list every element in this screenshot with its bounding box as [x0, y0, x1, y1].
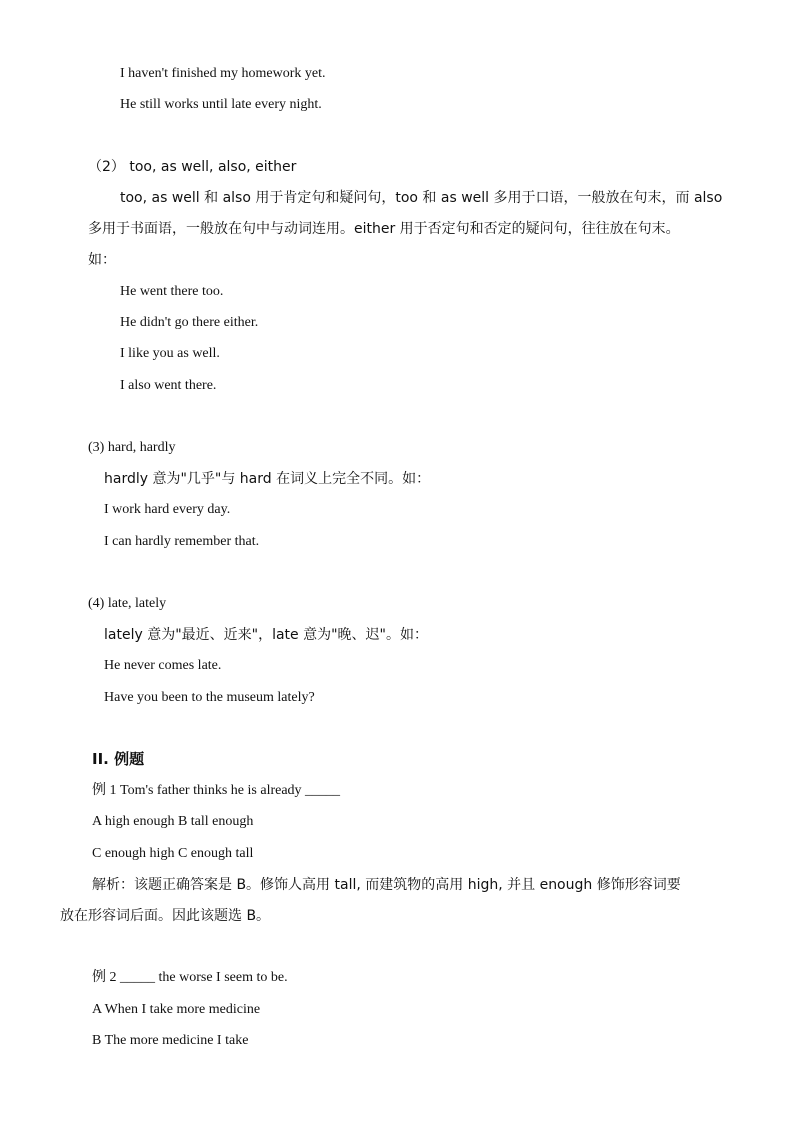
example-sentence: Have you been to the museum lately? — [104, 690, 315, 705]
section-4-title: (4) late, lately — [88, 596, 167, 611]
section-4-description: lately 意为"最近、近来"，late 意为"晚、迟"。如： — [104, 627, 428, 643]
example-sentence: He still works until late every night. — [120, 97, 322, 112]
examples-heading: II. 例题 — [92, 750, 145, 768]
example-sentence: He didn't go there either. — [120, 315, 259, 330]
example-sentence: I work hard every day. — [104, 502, 231, 517]
section-2-description: 多用于书面语，一般放在句中与动词连用。either 用于否定句和否定的疑问句，往往放在句末。 — [88, 221, 680, 237]
example-sentence: I haven't finished my homework yet. — [120, 66, 326, 81]
example-2-option-b: B The more medicine I take — [92, 1033, 249, 1048]
section-2-title: （2） too, as well, also, either — [88, 159, 297, 175]
example-2-question: 例 2 _____ the worse I seem to be. — [92, 970, 288, 985]
section-2-description: too, as well 和 also 用于肯定句和疑问句，too 和 as well 多用于口语，一般放在句末，而 also — [120, 190, 723, 206]
example-sentence: He went there too. — [120, 284, 224, 299]
example-1-analysis: 解析：该题正确答案是 B。修饰人高用 tall, 而建筑物的高用 high, 并且 enough 修饰形容词要 — [92, 877, 681, 893]
example-sentence: I like you as well. — [120, 346, 220, 361]
example-1-options: C enough high C enough tall — [92, 846, 254, 861]
section-2-description: 如： — [88, 252, 116, 268]
section-3-description: hardly 意为"几乎"与 hard 在词义上完全不同。如： — [104, 471, 431, 487]
example-sentence: I also went there. — [120, 378, 217, 393]
example-sentence: He never comes late. — [104, 658, 222, 673]
example-1-options: A high enough B tall enough — [92, 814, 254, 829]
example-sentence: I can hardly remember that. — [104, 534, 260, 549]
section-3-title: (3) hard, hardly — [88, 440, 176, 455]
example-1-question: 例 1 Tom's father thinks he is already _____ — [92, 783, 341, 798]
example-1-analysis: 放在形容词后面。因此该题选 B。 — [60, 908, 271, 924]
example-2-option-a: A When I take more medicine — [92, 1002, 261, 1017]
